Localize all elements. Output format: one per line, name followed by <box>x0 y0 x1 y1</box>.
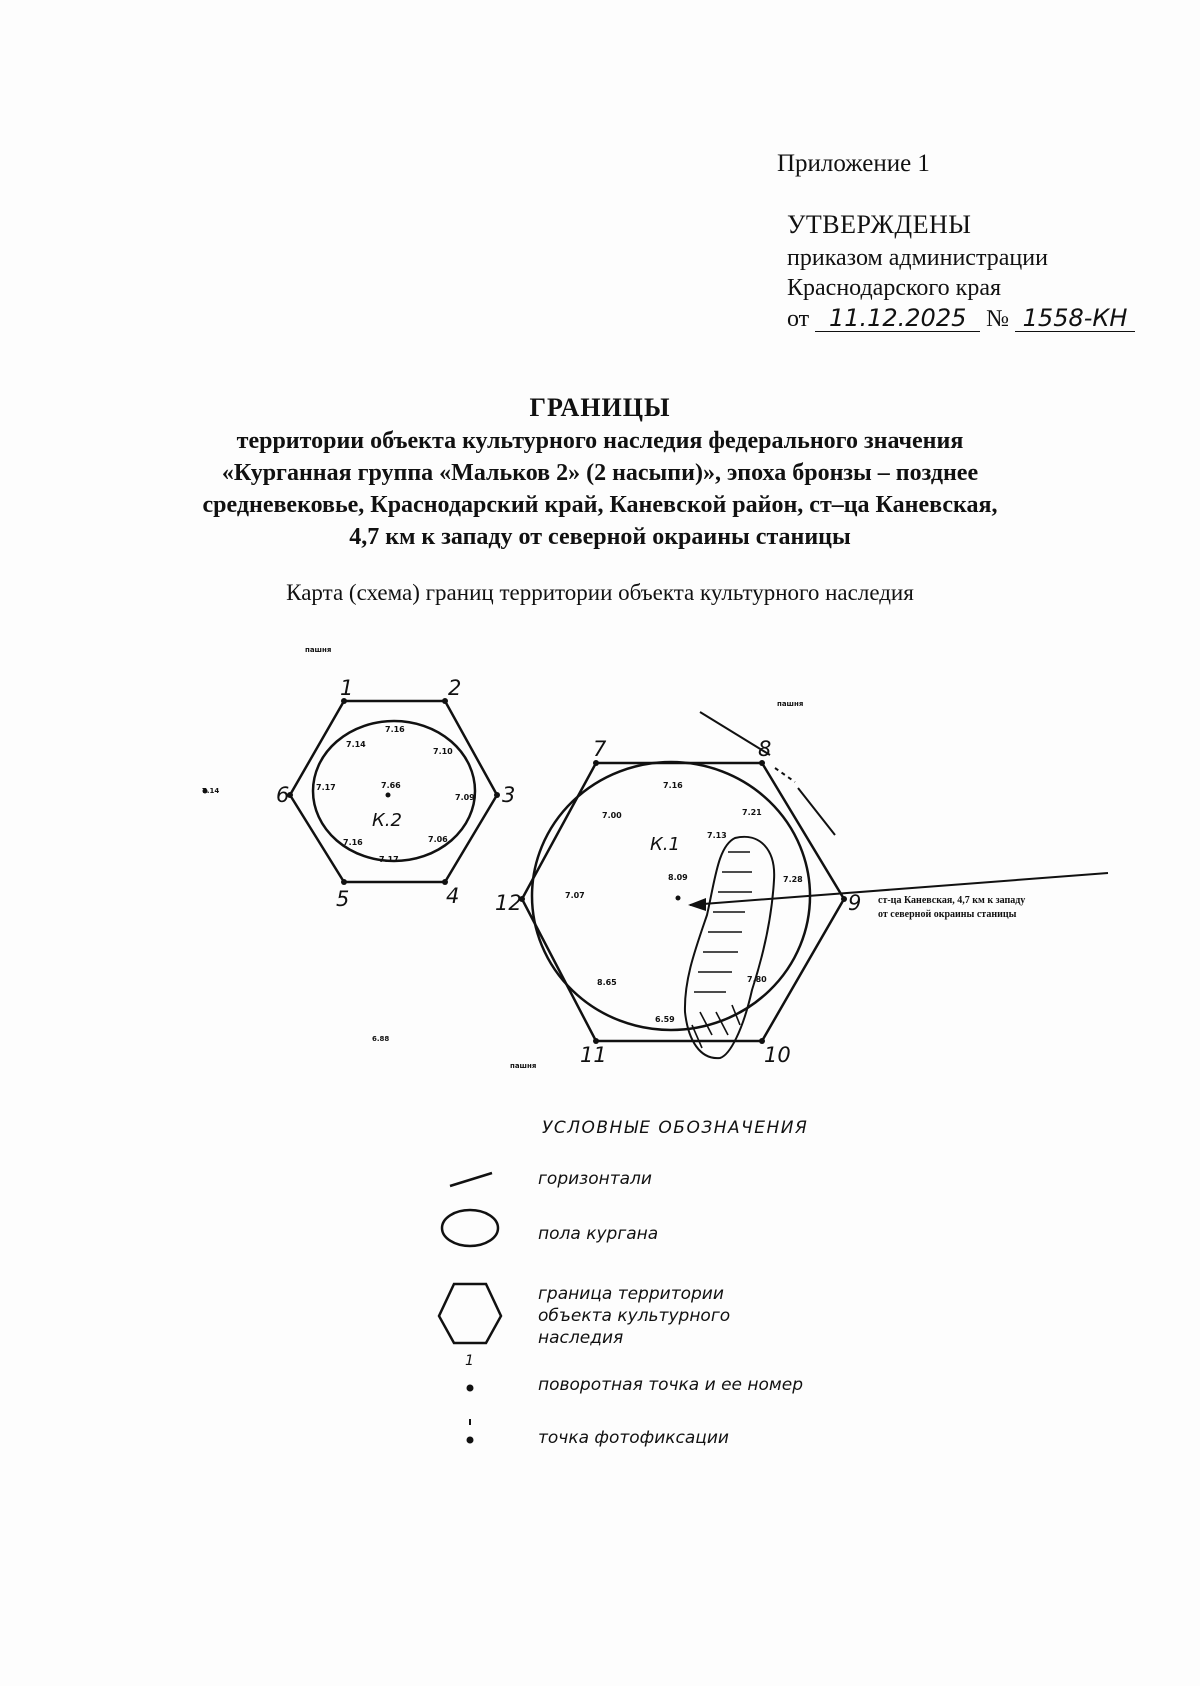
legend-title: УСЛОВНЫЕ ОБОЗНАЧЕНИЯ <box>542 1118 809 1138</box>
elevation-mark: 7.10 <box>433 747 453 756</box>
approved-label: УТВЕРЖДЕНЫ <box>787 210 972 239</box>
point-label-2: 2 <box>448 676 462 700</box>
map-caption: Карта (схема) границ территории объекта культурного наследия <box>286 580 914 605</box>
elevation-mark: 7.06 <box>428 835 448 844</box>
kurgan-label-k2: К.2 <box>372 810 402 831</box>
elevation-mark: 7.13 <box>707 831 727 840</box>
callout-arrow-icon <box>688 898 706 911</box>
point-label-11: 11 <box>580 1043 607 1067</box>
point-label-6: 6 <box>276 783 290 807</box>
elevation-mark: 7.21 <box>742 808 762 817</box>
title-line-4: 4,7 км к западу от северной окраины станицы <box>349 524 851 550</box>
title-line-1: территории объекта культурного наследия федерального значения <box>236 428 964 454</box>
photo-point-icon <box>467 1437 474 1444</box>
photo-point <box>386 793 391 798</box>
elevation-mark: 7.07 <box>565 891 585 900</box>
kurgan-label-k1: К.1 <box>650 834 680 855</box>
elevation-mark: 7.16 <box>663 781 683 790</box>
title-line-3: средневековье, Краснодарский край, Каневской район, ст–ца Каневская, <box>202 492 998 518</box>
point-label-8: 8 <box>758 737 772 761</box>
legend-label-kurgan: пола кургана <box>538 1224 659 1244</box>
elevation-mark: 8.09 <box>668 873 688 882</box>
legend-label-photo-point: точка фотофиксации <box>538 1428 729 1448</box>
document-heading: ГРАНИЦЫ <box>529 393 671 422</box>
handwritten-date: 11.12.2025 <box>815 305 980 332</box>
ellipse-icon <box>442 1210 498 1246</box>
field-mark: пашня <box>777 700 804 708</box>
elevation-mark: 6.59 <box>655 1015 675 1024</box>
hatched-mound-area <box>685 837 774 1058</box>
field-mark: пашня <box>305 646 332 654</box>
point-label-9: 9 <box>848 891 862 915</box>
legend-point-number: 1 <box>465 1353 474 1369</box>
elevation-mark: 7.00 <box>602 811 622 820</box>
legend-label-contour: горизонтали <box>538 1169 652 1189</box>
elevation-mark: 7.17 <box>316 783 336 792</box>
contour-line-icon <box>450 1173 492 1186</box>
contour-line <box>775 768 795 782</box>
legend-label-boundary: граница территории объекта культурного наследия <box>538 1284 731 1348</box>
point-label-1: 1 <box>340 676 354 700</box>
legend-label-turning-point: поворотная точка и ее номер <box>538 1375 803 1395</box>
point-label-7: 7 <box>593 737 607 761</box>
point-label-3: 3 <box>502 783 516 807</box>
appendix-label: Приложение 1 <box>777 150 930 177</box>
left-kurgan-ellipse <box>313 721 475 861</box>
elevation-mark: 6.88 <box>372 1035 390 1043</box>
elevation-mark: 7.16 <box>385 725 405 734</box>
elevation-mark: 7.16 <box>343 838 363 847</box>
elevation-mark: 7.14 <box>202 787 220 795</box>
elevation-mark: 8.65 <box>597 978 617 987</box>
number-sign: № <box>986 306 1010 332</box>
approved-by-line-2: Краснодарского края <box>787 275 1002 301</box>
approved-by-line-1: приказом администрации <box>787 245 1048 271</box>
scattered-marks <box>202 646 803 1070</box>
elevation-mark: 7.14 <box>346 740 366 749</box>
turning-point-icon <box>467 1385 474 1392</box>
handwritten-number: 1558-КН <box>1015 305 1135 332</box>
callout-text-line-2: от северной окраины станицы <box>878 909 1017 920</box>
contour-line <box>798 788 835 835</box>
date-prefix: от <box>787 306 810 332</box>
point-label-5: 5 <box>336 887 350 911</box>
hexagon-icon <box>439 1284 501 1343</box>
elevation-mark: 7.66 <box>381 781 401 790</box>
elevation-mark: 7.28 <box>783 875 803 884</box>
hatching-strokes <box>692 852 752 1048</box>
elevation-mark: 7.80 <box>747 975 767 984</box>
right-elevation-marks <box>565 781 803 1024</box>
elevation-mark: 7.17 <box>379 855 399 864</box>
elevation-mark: 7.09 <box>455 793 475 802</box>
callout-text-line-1: ст-ца Каневская, 4,7 км к западу <box>878 895 1026 906</box>
field-mark: пашня <box>510 1062 537 1070</box>
point-label-10: 10 <box>764 1043 791 1067</box>
photo-point <box>676 896 681 901</box>
title-line-2: «Курганная группа «Мальков 2» (2 насыпи)», эпоха бронзы – позднее <box>221 460 979 486</box>
point-label-4: 4 <box>446 884 460 908</box>
point-label-12: 12 <box>495 891 522 915</box>
